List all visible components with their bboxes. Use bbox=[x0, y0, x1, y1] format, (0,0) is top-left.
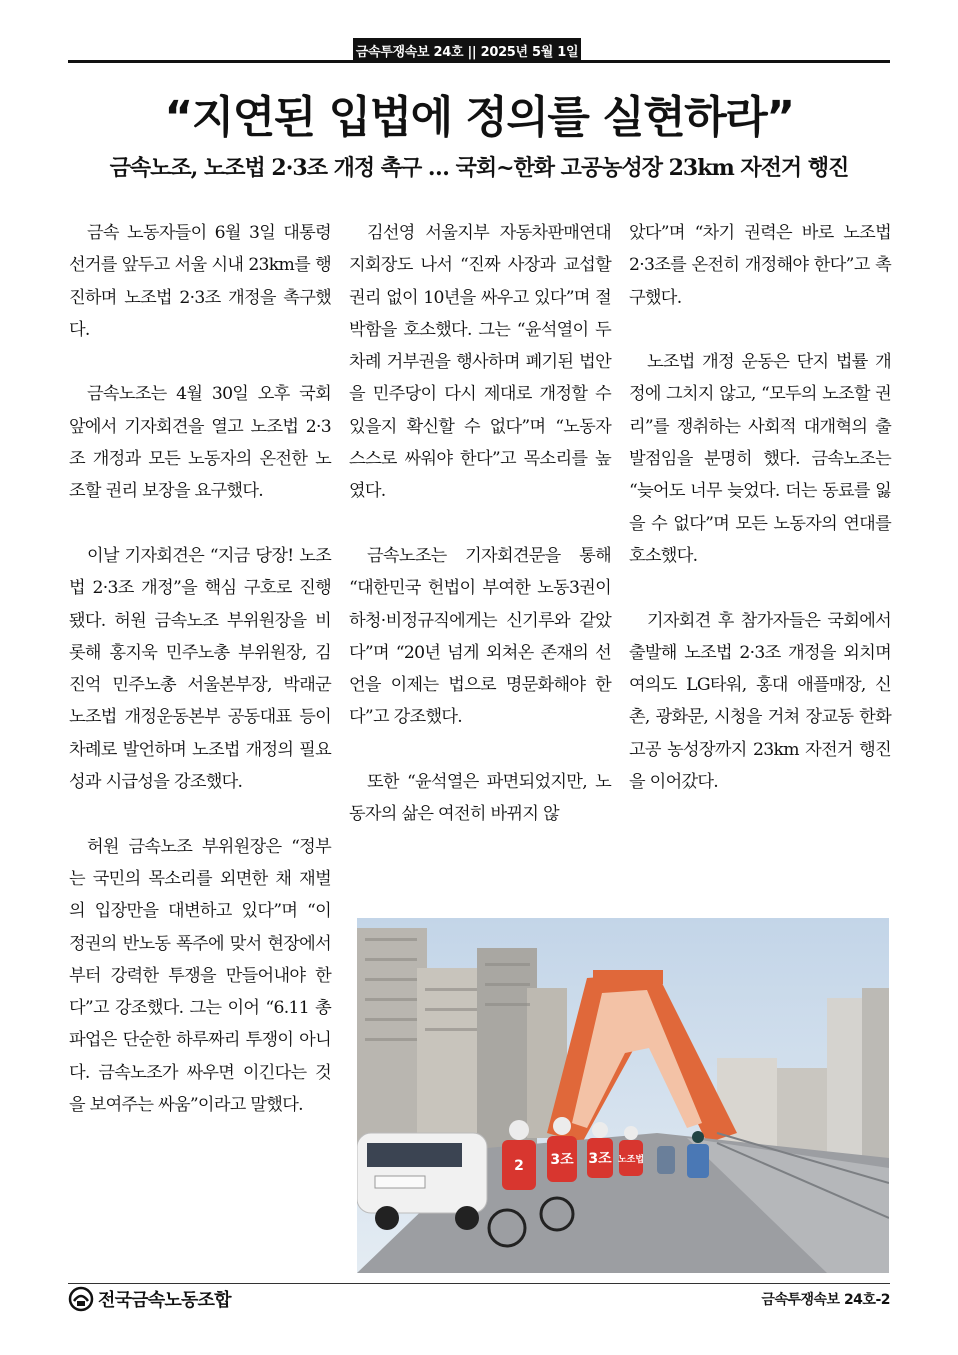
vest-text: 노조법 bbox=[617, 1155, 645, 1165]
paragraph: 금속노조는 4월 30일 오후 국회 앞에서 기자회견을 열고 노조법 2·3조 개정과 모든 노동자의 온전한 노조할 권리 보장을 요구했다. bbox=[69, 384, 331, 502]
cycling-rally-photo bbox=[357, 918, 889, 1273]
photo-illustration bbox=[357, 918, 889, 1273]
article-column-2 bbox=[349, 217, 611, 831]
footer-logo bbox=[68, 1286, 231, 1312]
paragraph: 금속노조는 기자회견문을 통해 “대한민국 헌법이 부여한 노동3권이 하청·비정규직에게는 신기루와 같았다”며 “20년 넘게 외쳐온 존재의 선언을 이제는 법으로 명문화해야 한다”고 강조했다. bbox=[349, 545, 611, 728]
footer-page-label: 금속투쟁속보 24호-2 bbox=[761, 1292, 890, 1308]
vest-text: 3조 bbox=[588, 1151, 612, 1167]
subhead: 금속노조, 노조법 2·3조 개정 촉구 … 국회~한화 고공농성장 23km 자전거 행진 bbox=[109, 155, 849, 181]
paragraph: 았다”며 “차기 권력은 바로 노조법 2·3조를 온전히 개정해야 한다”고 촉구했다. bbox=[629, 223, 891, 308]
article-column-1 bbox=[69, 217, 331, 1121]
paragraph: 금속 노동자들이 6월 3일 대통령 선거를 앞두고 서울 시내 23km를 행진하며 노조법 2·3조 개정을 촉구했다. bbox=[69, 223, 331, 340]
paragraph: 김선영 서울지부 자동차판매연대지회장도 나서 “진짜 사장과 교섭할 권리 없이 10년을 싸우고 있다”며 절박함을 호소했다. 그는 “윤석열이 두 차례 거부권을 행사하며 폐기된 법안을 민주당이 다시 제대로 개정할 수 있을지 확신할 수 없다”며 “노동자 스스로 싸워야 한다”고 목소리를 높였다. bbox=[349, 223, 611, 502]
footer-org-name: 전국금속노동조합 bbox=[98, 1290, 231, 1311]
issue-tab: 금속투쟁속보 24호 || 2025년 5월 1일 bbox=[353, 38, 581, 62]
paragraph: 기자회견 후 참가자들은 국회에서 출발해 노조법 2·3조 개정을 외치며 여의도 LG타워, 홍대 애플매장, 신촌, 광화문, 시청을 거쳐 장교동 한화 고공 농성장까지 23km 자전거 행진을 이어갔다. bbox=[629, 610, 891, 793]
vest-text: 3조 bbox=[550, 1152, 574, 1168]
paragraph: 노조법 개정 운동은 단지 법률 개정에 그치지 않고, “모두의 노조할 권리”를 쟁취하는 사회적 대개혁의 출발점임을 분명히 했다. 금속노조는 “늦어도 너무 늦었다. 더는 동료를 잃을 수 없다”며 모든 노동자의 연대를 호소했다. bbox=[629, 352, 891, 566]
paragraph: 허원 금속노조 부위원장은 “정부는 국민의 목소리를 외면한 채 재벌의 입장만을 대변하고 있다”며 “이 정권의 반노동 폭주에 맞서 현장에서부터 강력한 투쟁을 만들어내야 한다”고 강조했다. 그는 이어 “6.11 총파업은 단순한 하루짜리 투쟁이 아니다. 금속노조가 싸우면 이긴다는 것을 보여주는 싸움”이라고 말했다. bbox=[69, 836, 331, 1116]
bottom-rule bbox=[68, 1283, 890, 1284]
paragraph: 이날 기자회견은 “지금 당장! 노조법 2·3조 개정”을 핵심 구호로 진행됐다. 허원 금속노조 부위원장을 비롯해 홍지욱 민주노총 부위원장, 김진억 민주노총 서울본부장, 박래군 노조법 개정운동본부 공동대표 등이 차례로 발언하며 노조법 개정의 필요성과 시급성을 강조했다. bbox=[69, 545, 331, 793]
vest-text: 2 bbox=[514, 1158, 524, 1174]
union-emblem-icon bbox=[68, 1286, 94, 1312]
headline: “지연된 입법에 정의를 실현하라” bbox=[164, 92, 794, 143]
paragraph: 또한 “윤석열은 파면되었지만, 노동자의 삶은 여전히 바뀌지 않 bbox=[349, 772, 611, 825]
article-column-3 bbox=[629, 217, 891, 798]
top-rule bbox=[68, 60, 890, 63]
